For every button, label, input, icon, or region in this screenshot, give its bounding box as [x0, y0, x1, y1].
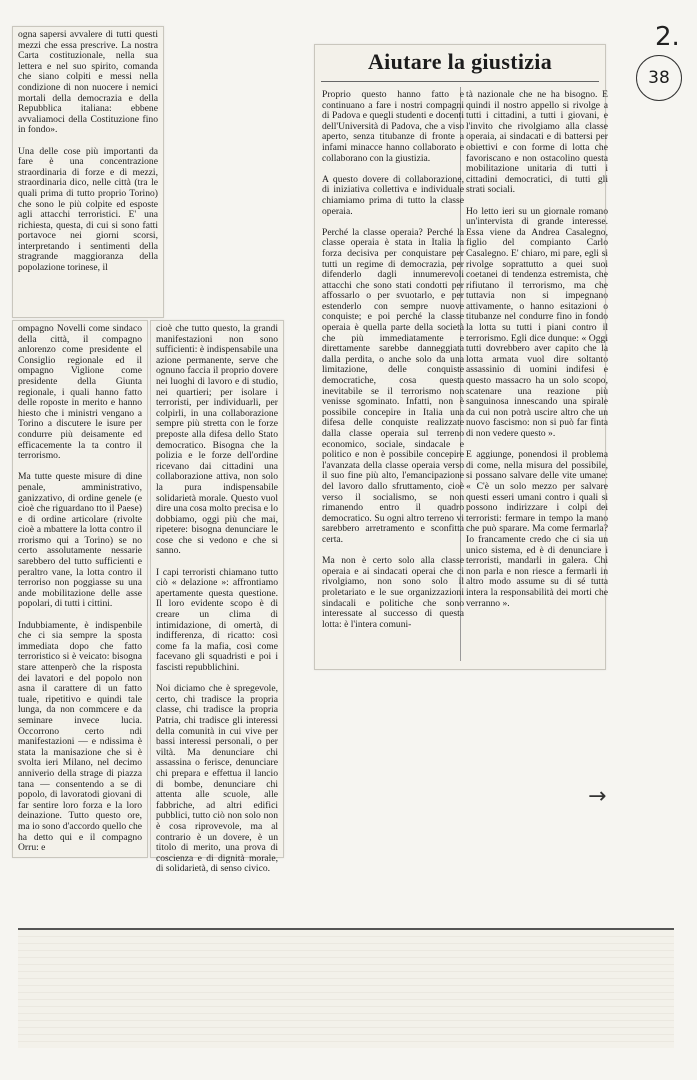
article-aiutare-la-giustizia — [314, 44, 606, 670]
clipping-middle — [150, 320, 284, 875]
clipping-top-left — [12, 26, 164, 318]
handwritten-page-number: 2. — [655, 22, 680, 52]
handwritten-arrow-icon: → — [588, 784, 607, 809]
stamp-number: 38 — [648, 68, 670, 88]
archive-stamp — [636, 55, 682, 101]
clipping-text: cioè che tutto questo, la grandi manifestazioni non sono sufficienti: è indispensabile una azione permanente, serve che ognuno faccia il proprio dovere nei luoghi di lavoro e di studio, nei quartieri; per isolare i terroristi, per individuarli, per colpirli, in una collaborazione sempre più stretta con le forze preposte alla difesa dello Stato democratico. Bisogna che la polizia e le forze dell'ordine ricevano dai cittadini una collaborazione attiva, non solo la pura indispensabile solidarietà morale. Questo vuol dire una cosa molto precisa e lo dobbiamo, oggi più che mai, ripetere: bisogna denunciare le cose che si vedono e che si sanno. I capi terroristi chiamano tutto ciò « delazione »: affrontiamo apertamente questa questione. Il loro evidente scopo è di creare un clima di intimidazione, di omertà, di indifferenza, di ricatto: così come fa la mafia, così come facevano gli squadristi e poi i fascisti repubblichini. Noi diciamo che è spregevole, certo, chi tradisce la propria classe, chi tradisce la propria Patria, chi tradisce gli interessi della comunità in cui vive per bassi interessi personali, o per viltà. Ma denunciare chi assassina o ferisce, denunciare chi prepara e effettua il lancio di bombe, denunciare chi attenta alle scuole, alle fabbriche, ad altri edifici pubblici, tutto ciò non solo non è cosa riprovevole, ma al contrario è un dovere, è un titolo di merito, una prova di coscienza e di dignità morale, di solidarietà, di senso civico. — [156, 323, 278, 875]
article-column-2: tà nazionale che ne ha bisogno. E quindi il nostro appello si rivolge a tutti i cittadini, a tutti i giovani, e l'invito che rivolgiamo alla classe operaia, ai sindacati e di battersi per obiettivi e con forme di lotta che favoriscano e non ostacolino questa mobilitazione unitaria di tutti i cittadini democratici, di tutti gli strati sociali. Ho letto ieri su un giornale romano un'intervista di grande interesse. Essa viene da Andrea Casalegno, figlio del compianto Carlo Casalegno. E' chiaro, mi pare, egli si rivolge soprattutto a quei suoi coetanei di tendenza estremista, che rifiutano il terrorismo, ma che tuttavia non si impegnano attivamente, o hanno esitazioni o titubanze nel condurre fino in fondo la lotta su tutti i piani contro il terrorismo. Egli dice dunque: « Oggi tutti dovrebbero aver capito che la lotta armata vuol dire soltanto assassinio di uomini indifesi e questo massacro ha un solo scopo, scatenare una reazione più sanguinosa innescando una spirale da cui non potrà uscire altro che un nuovo fascismo: non si può far finta di non vedere questo ». E aggiunge, ponendosi il problema di come, nella misura del possibile, si possano salvare delle vite umane: « C'è un solo mezzo per salvare questi esseri umani contro i quali si possono indirizzare i colpi dei terroristi: fermare in tempo la mano che può sparare. Ma come fermarla? Io francamente credo che ci sia un unico sistema, ed è di denunciare i terroristi, mandarli in galera. Chi non parla e non riesce a fermarli in altro modo assume su di sé tutta intera la responsabilità dei morti che verranno ». — [466, 89, 608, 609]
article-title: Aiutare la giustizia — [367, 49, 553, 74]
clipping-text: ompagno Novelli come sindaco della città, il compagno anlorenzo come presidente el Consiglio regionale ed il ompagno Viglione come presidente della Giunta regionale, i quali hanno fatto delle roposte in merito e hanno hiesto che i ministri vengano a Torino a discutere le isure per condurre più deisamente ed efficacemente la ta contro il terrorismo. Ma tutte queste misure di dine penale, amministrativo, ganizzativo, di ordine genele (e cioè che riguardano tto il Paese) e di ordine articolare (rivolte cioè a mbattere la lotta contro il rrorismo qui a Torino) se no certo assolutamente nessarie sarebbero del tutto sufficienti e peraltro vane, la lotta contro il terroriso non poggiasse su una ande mobilitazione delle asse popolari, di tutti i cittini. Indubbiamente, è indispenbile che ci sia sempre la sposta immediata dopo che fatto terroristico si è veicato: bisogna stare attenperò che la risposta dei lavatori e del popolo non asna il carattere di un fatto tuale, ripetitivo e quindi tale lunga, da non commcere e da seminare invece lucia. Occorrono certo ndi manifestazioni — e ndissima è stata la manisazione che si è svolta ieri Milano, nel decimo anniverio della strage di piazza tana — consentendo a se di popolo, di lavoratodi giovani di far sentire loro forza e la loro deinazione. Tutto questo ore, ma io sono d'accordo quello che ha detto qui e il compagno Orru: e — [18, 323, 142, 854]
lower-clipping-edge — [18, 928, 674, 1048]
title-divider — [321, 81, 599, 82]
clipping-text: ogna sapersi avvalere di tutti questi mezzi che essa prescrive. La nostra Carta costituzionale, nella sua lettera e nel suo spirito, comanda che siano colpiti e messi nella condizione di non nuocere i nemici mortali della democrazia e della Repubblica italiana: ebbene avvaliamoci della Costituzione fino in fondo». Una delle cose più importanti da fare è una concentrazione straordinaria di forze e di mezzi, straordinaria dico, nelle città (tra le quali prima di tutto proprio Torino) che sono le più colpite ed esposte agli attacchi terroristici. E' una richiesta, questa, di cui si sono fatti portavoce nei giorni scorsi, interpretando i sentimenti della stragrande maggioranza della popolazione torinese, il — [18, 29, 158, 274]
article-column-1: Proprio questo hanno fatto e continuano a fare i nostri compagni di Padova e quegli studenti e docenti dell'Università di Padova, che a viso aperto, senza titubanze di fronte a infami minacce hanno collaborato e collaborano con la giustizia. A questo dovere di collaborazione, di iniziativa collettiva e individuale chiamiamo prima di tutto la classe operaia. Perché la classe operaia? Perché la classe operaia è stata in Italia la forza decisiva per conquistare per tutti un regime di democrazia, per difenderlo dagli innumerevoli attacchi che sono stati condotti per affossarlo o per svuotarlo, e per estenderlo con sempre nuove conquiste; e poi perché la classe operaia è quella parte della società che più immediatamente e direttamente sarebbe danneggiata dalla perdita, o anche solo da una limitazione, delle conquiste democratiche, cosa questa inevitabile se il terrorismo non venisse sgominato. Infatti, non è possibile concepire in Italia una difesa delle conquiste realizzate dalla classe operaia sul terreno economico, sociale, sindacale e politico e non è possibile concepire l'avanzata della classe operaia verso il suo fine più alto, l'emancipazione del lavoro dallo sfruttamento, cioè verso il socialismo, se non rimanendo entro il quadro democratico. Su ogni altro terreno vi sarebbero arretramento e sconfitta certa. Ma non è certo solo alla classe operaia e ai sindacati operai che ci rivolgiamo, non sono solo il proletariato e le sue organizzazioni sindacali e politiche che sono interessate al successo di questa lotta: è l'intera comuni- — [322, 89, 464, 630]
clipping-middle-left — [12, 320, 148, 858]
